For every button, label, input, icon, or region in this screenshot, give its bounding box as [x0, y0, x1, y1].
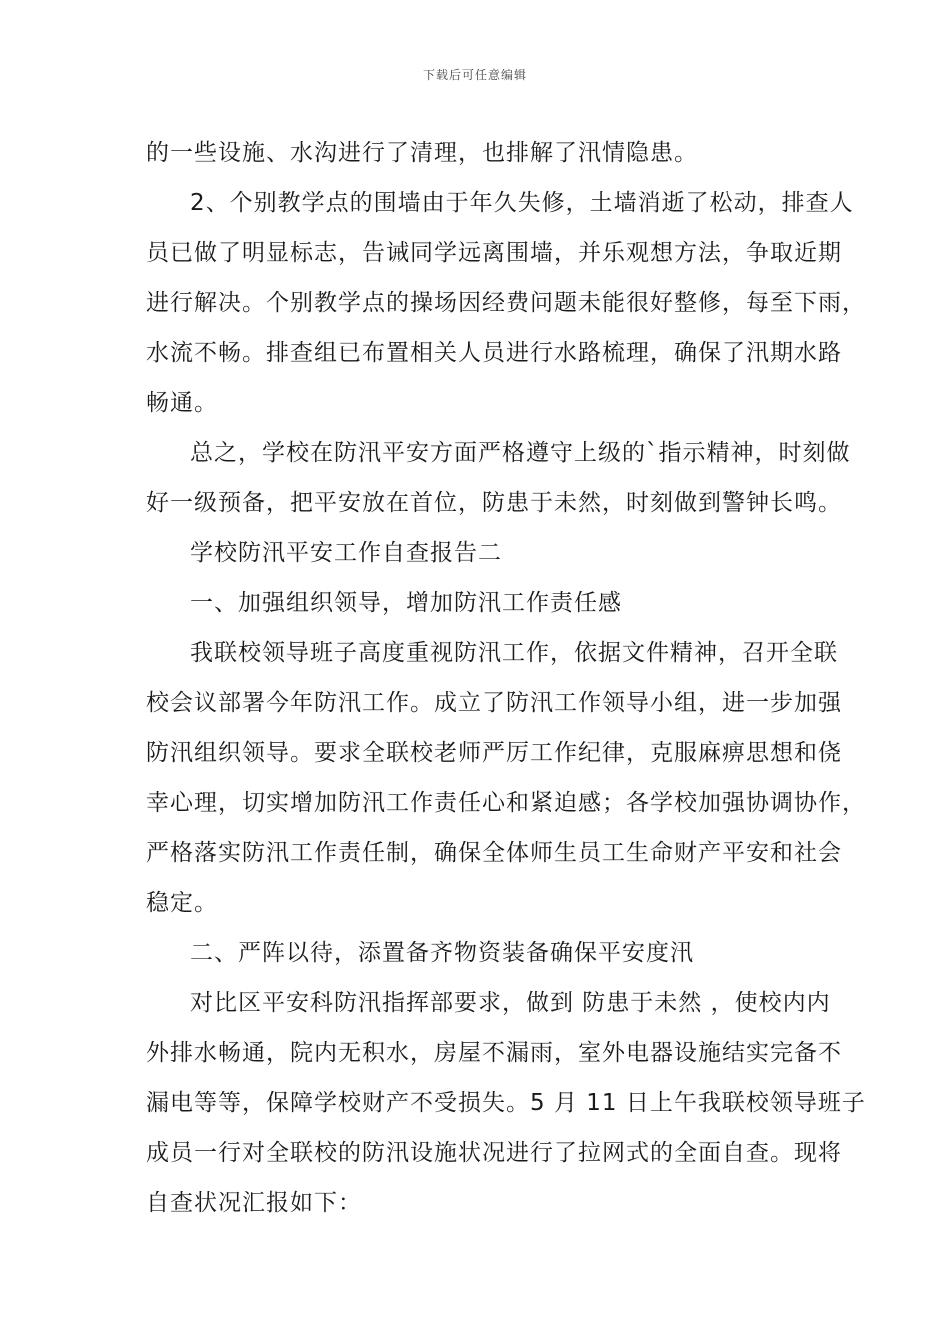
text-line: 水流不畅。排查组已布置相关人员进行水路梳理，确保了汛期水路: [146, 340, 842, 366]
text-line: 自查状况汇报如下：: [146, 1190, 362, 1216]
text-line: 幸心理，切实增加防汛工作责任心和紧迫感；各学校加强协调协作，: [146, 790, 866, 816]
text-line: 稳定。: [146, 890, 218, 916]
text-line: 防汛组织领导。要求全联校老师严厉工作纪律，克服麻痹思想和侥: [146, 740, 842, 766]
paragraph-start-line: 2、个别教学点的围墙由于年久失修，土墙消逝了松动，排查人: [190, 190, 854, 216]
text-line: 好一级预备，把平安放在首位，防患于未然，时刻做到警钟长鸣。: [146, 490, 842, 516]
text-line: 校会议部署今年防汛工作。成立了防汛工作领导小组，进一步加强: [146, 690, 842, 716]
page-header: 下载后可任意编辑: [422, 68, 527, 82]
text-line: 成员一行对全联校的防汛设施状况进行了拉网式的全面自查。现将: [146, 1140, 842, 1166]
text-line: 严格落实防汛工作责任制，确保全体师生员工生命财产平安和社会: [146, 840, 842, 866]
paragraph-start-line: 我联校领导班子高度重视防汛工作，依据文件精神，召开全联: [190, 640, 838, 666]
document-body: [146, 128, 866, 1228]
text-line: 畅通。: [146, 390, 218, 416]
text-line: 员已做了明显标志，告诫同学远离围墙，并乐观想方法，争取近期: [146, 240, 842, 266]
text-line: 进行解决。个别教学点的操场因经费问题未能很好整修，每至下雨，: [146, 290, 866, 316]
section-title: 学校防汛平安工作自查报告二: [190, 540, 502, 566]
text-line: 漏电等等，保障学校财产不受损失。5 月 11 日上午我联校领导班子: [146, 1090, 866, 1116]
paragraph-start-line: 总之，学校在防汛平安方面严格遵守上级的`指示精神，时刻做: [190, 440, 851, 466]
text-line: 的一些设施、水沟进行了清理，也排解了汛情隐患。: [146, 140, 698, 166]
paragraph-start-line: 对比区平安科防汛指挥部要求，做到 防患于未然 ，使校内内: [190, 990, 831, 1016]
text-line: 外排水畅通，院内无积水，房屋不漏雨，室外电器设施结实完备不: [146, 1040, 842, 1066]
section-heading: 二、严阵以待，添置备齐物资装备确保平安度汛: [190, 940, 694, 966]
section-heading: 一、加强组织领导，增加防汛工作责任感: [190, 590, 622, 616]
